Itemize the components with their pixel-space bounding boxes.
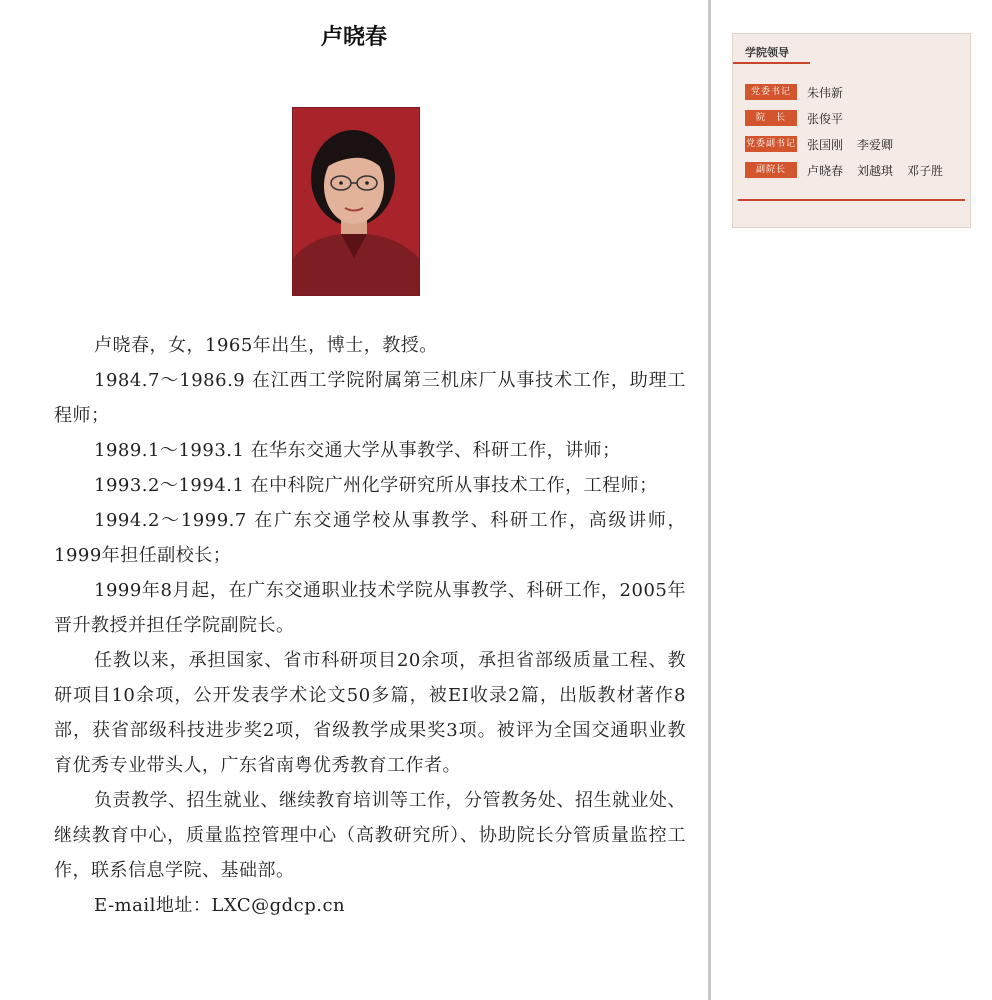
page-title: 卢晓春 [320,25,387,50]
leader-row-deputy-secretary [745,131,957,157]
bio-paragraph: 1994.2～1999.7 在广东交通学校从事教学、科研工作，高级讲师，1999年担任副校长； [54,510,686,566]
role-tag: 院 长 [745,110,797,126]
leader-row-president [745,105,957,131]
column-divider [708,0,711,1000]
leader-row-secretary [745,79,957,105]
bio-paragraph: 1984.7～1986.9 在江西工学院附属第三机床厂从事技术工作，助理工程师； [54,370,686,426]
panel-bottom-rule [738,199,965,201]
leadership-panel [732,33,971,228]
role-tag: 党委书记 [745,84,797,100]
leader-name-link[interactable]: 张国刚 [807,137,844,152]
leader-name-link[interactable]: 邓子胜 [907,163,944,178]
leader-row-vice-president [745,157,957,183]
leader-name-link[interactable]: 李爱卿 [857,137,894,152]
email-line: E-mail地址：LXC@gdcp.cn [94,895,346,916]
leader-name-link[interactable]: 刘越琪 [857,163,894,178]
leader-name-link[interactable]: 卢晓春 [807,163,844,178]
bio-paragraph: 1999年8月起，在广东交通职业技术学院从事教学、科研工作，2005年晋升教授并担任学院副院长。 [54,580,686,636]
profile-photo [292,107,420,296]
role-tag: 副院长 [745,162,797,178]
leader-name-link[interactable]: 朱伟新 [807,85,844,100]
panel-title-underline [733,62,810,64]
bio-paragraph: 卢晓春，女，1965年出生，博士，教授。 [94,335,438,356]
panel-title: 学院领导 [745,46,789,59]
bio-paragraph: 1989.1～1993.1 在华东交通大学从事教学、科研工作，讲师； [94,440,621,461]
leader-name-link[interactable]: 张俊平 [807,111,844,126]
bio-paragraph: 任教以来，承担国家、省市科研项目20余项，承担省部级质量工程、教研项目10余项，公开发表学术论文50多篇，被EI收录2篇，出版教材著作8部，获省部级科技进步奖2项，省级教学成果奖3项。被评为全国交通职业教育优秀专业带头人，广东省南粤优秀教育工作者。 [54,650,686,776]
bio-paragraph: 负责教学、招生就业、继续教育培训等工作，分管教务处、招生就业处、继续教育中心，质量监控管理中心（高教研究所）、协助院长分管质量监控工作，联系信息学院、基础部。 [54,790,686,881]
role-tag: 党委副书记 [745,136,797,152]
biography [54,328,686,923]
leader-list [745,79,957,183]
bio-paragraph: 1993.2～1994.1 在中科院广州化学研究所从事技术工作，工程师； [94,475,658,496]
